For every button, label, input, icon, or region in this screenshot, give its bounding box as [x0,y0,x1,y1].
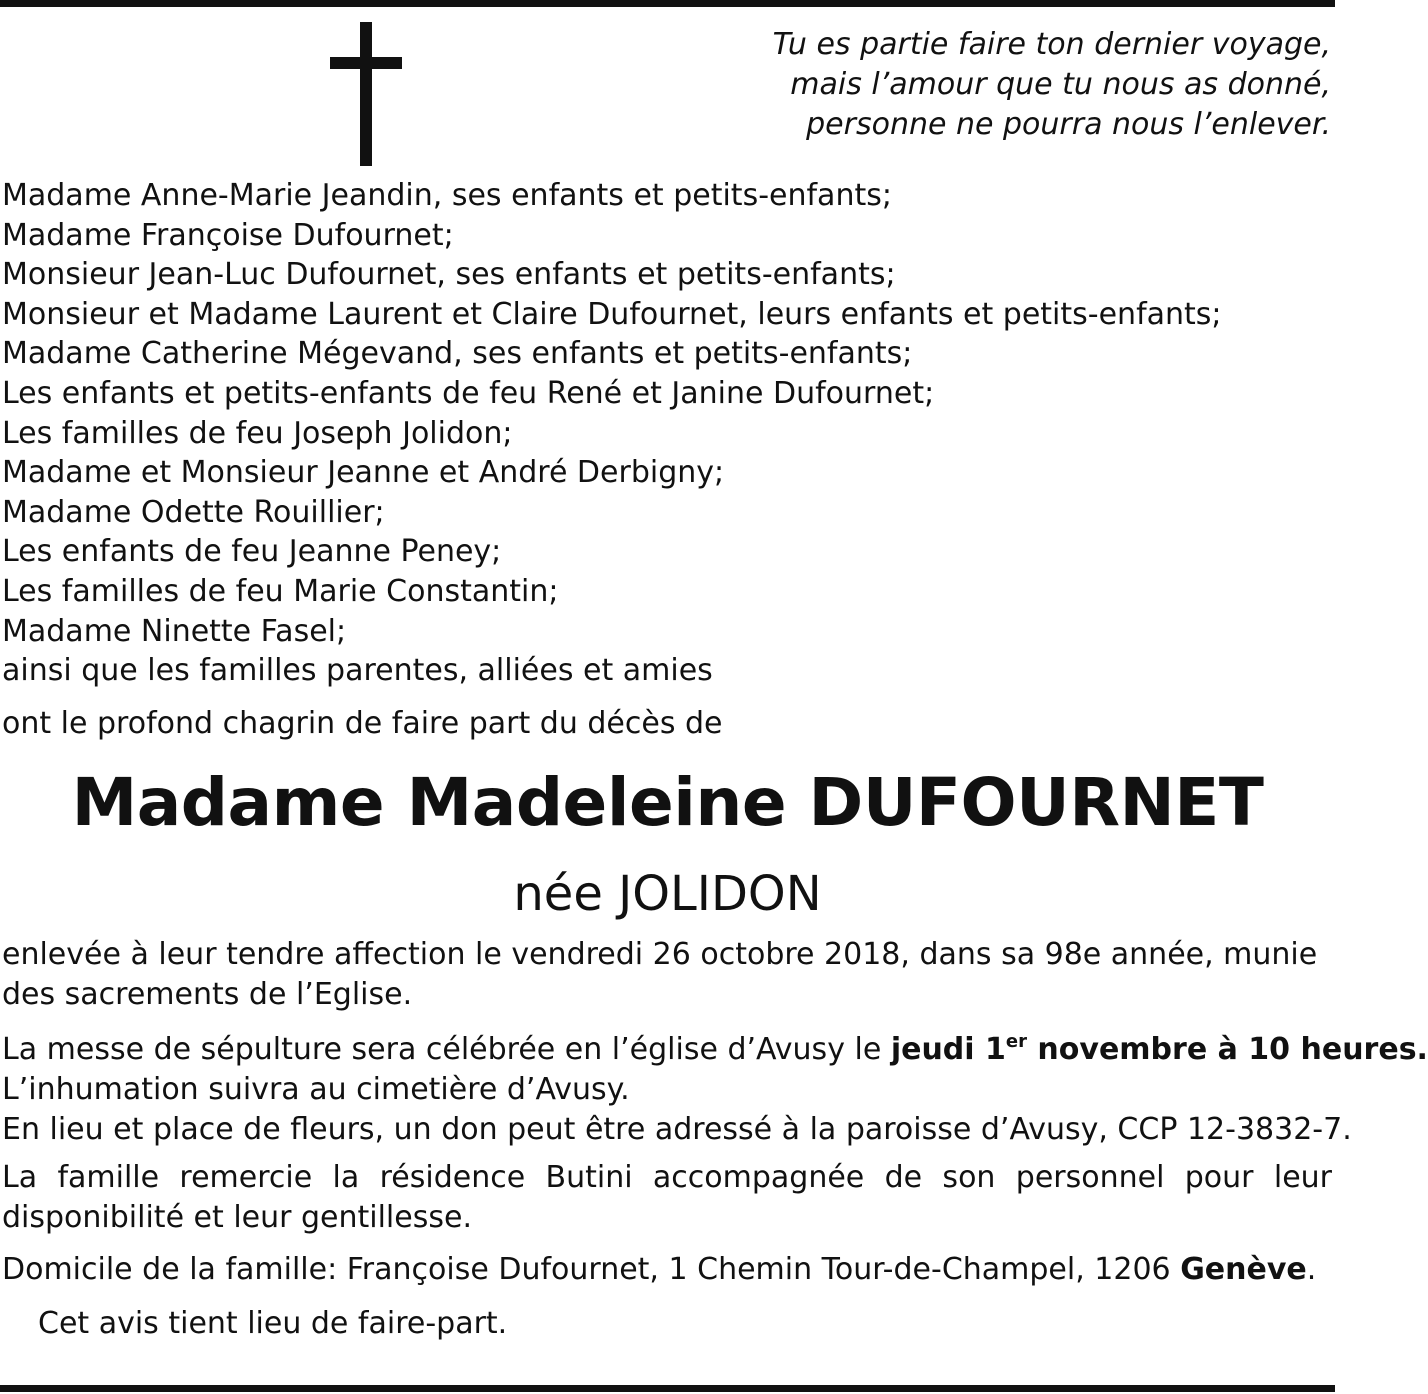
burial-line: L’inhumation suivra au cimetière d’Avusy. [2,1072,630,1107]
donation-line: En lieu et place de fleurs, un don peut être adressé à la paroisse d’Avusy, CCP 12-3832-7. [2,1112,1352,1147]
family-line: Les familles de feu Joseph Jolidon; [2,415,513,451]
mass-time: novembre à 10 heures. [1026,1032,1428,1067]
mass-line [2,1030,1428,1070]
family-line: Madame Françoise Dufournet; [2,217,454,253]
family-line: Monsieur et Madame Laurent et Claire Dufournet, leurs enfants et petits-enfants; [2,296,1222,332]
mass-day-suffix: er [1005,1031,1027,1052]
family-line: Madame Catherine Mégevand, ses enfants et petits-enfants; [2,336,913,372]
family-line: Les familles de feu Marie Constantin; [2,573,559,609]
family-list [2,176,1222,691]
deceased-name: Madame Madeleine DUFOURNET [71,764,1264,841]
family-line: Monsieur Jean-Luc Dufournet, ses enfants et petits-enfants; [2,257,896,293]
top-rule [0,0,1335,7]
domicile-suffix: . [1306,1252,1317,1287]
cross-icon [330,22,402,166]
family-line: Les enfants et petits-enfants de feu René et Janine Dufournet; [2,375,935,411]
domicile-prefix: Domicile de la famille: Françoise Dufournet, 1 Chemin Tour-de-Champel, 1206 [2,1252,1181,1287]
family-line: Madame Ninette Fasel; [2,613,347,649]
poem-line: mais l’amour que tu nous as donné, [790,67,1331,102]
family-line: Madame Odette Rouillier; [2,494,385,530]
family-line: Madame et Monsieur Jeanne et André Derbigny; [2,455,725,491]
poem-line: personne ne pourra nous l’enlever. [806,107,1331,142]
bottom-rule [0,1385,1335,1392]
thanks-paragraph: La famille remercie la résidence Butini accompagnée de son personnel pour leur disponibilité et leur gentillesse. [2,1160,1332,1235]
service-paragraph [2,1030,1428,1150]
maiden-name: née JOLIDON [513,866,822,922]
announcement-text: ont le profond chagrin de faire part du décès de [2,706,723,741]
mass-day: jeudi 1 [890,1032,1006,1067]
domicile-city: Genève [1180,1252,1307,1287]
mass-prefix: La messe de sépulture sera célébrée en l’église d’Avusy le [2,1032,891,1067]
poem [773,25,1331,145]
family-line: ainsi que les familles parentes, alliées et amies [2,653,713,689]
family-line: Les enfants de feu Jeanne Peney; [2,534,502,570]
domicile-line [2,1250,1332,1290]
death-paragraph: enlevée à leur tendre affection le vendredi 26 octobre 2018, dans sa 98e année, munie des sacrements de l’Eglise. [2,937,1318,1012]
family-line: Madame Anne-Marie Jeandin, ses enfants et petits-enfants; [2,178,892,213]
poem-line: Tu es partie faire ton dernier voyage, [772,27,1331,62]
closing-line: Cet avis tient lieu de faire-part. [38,1306,508,1341]
